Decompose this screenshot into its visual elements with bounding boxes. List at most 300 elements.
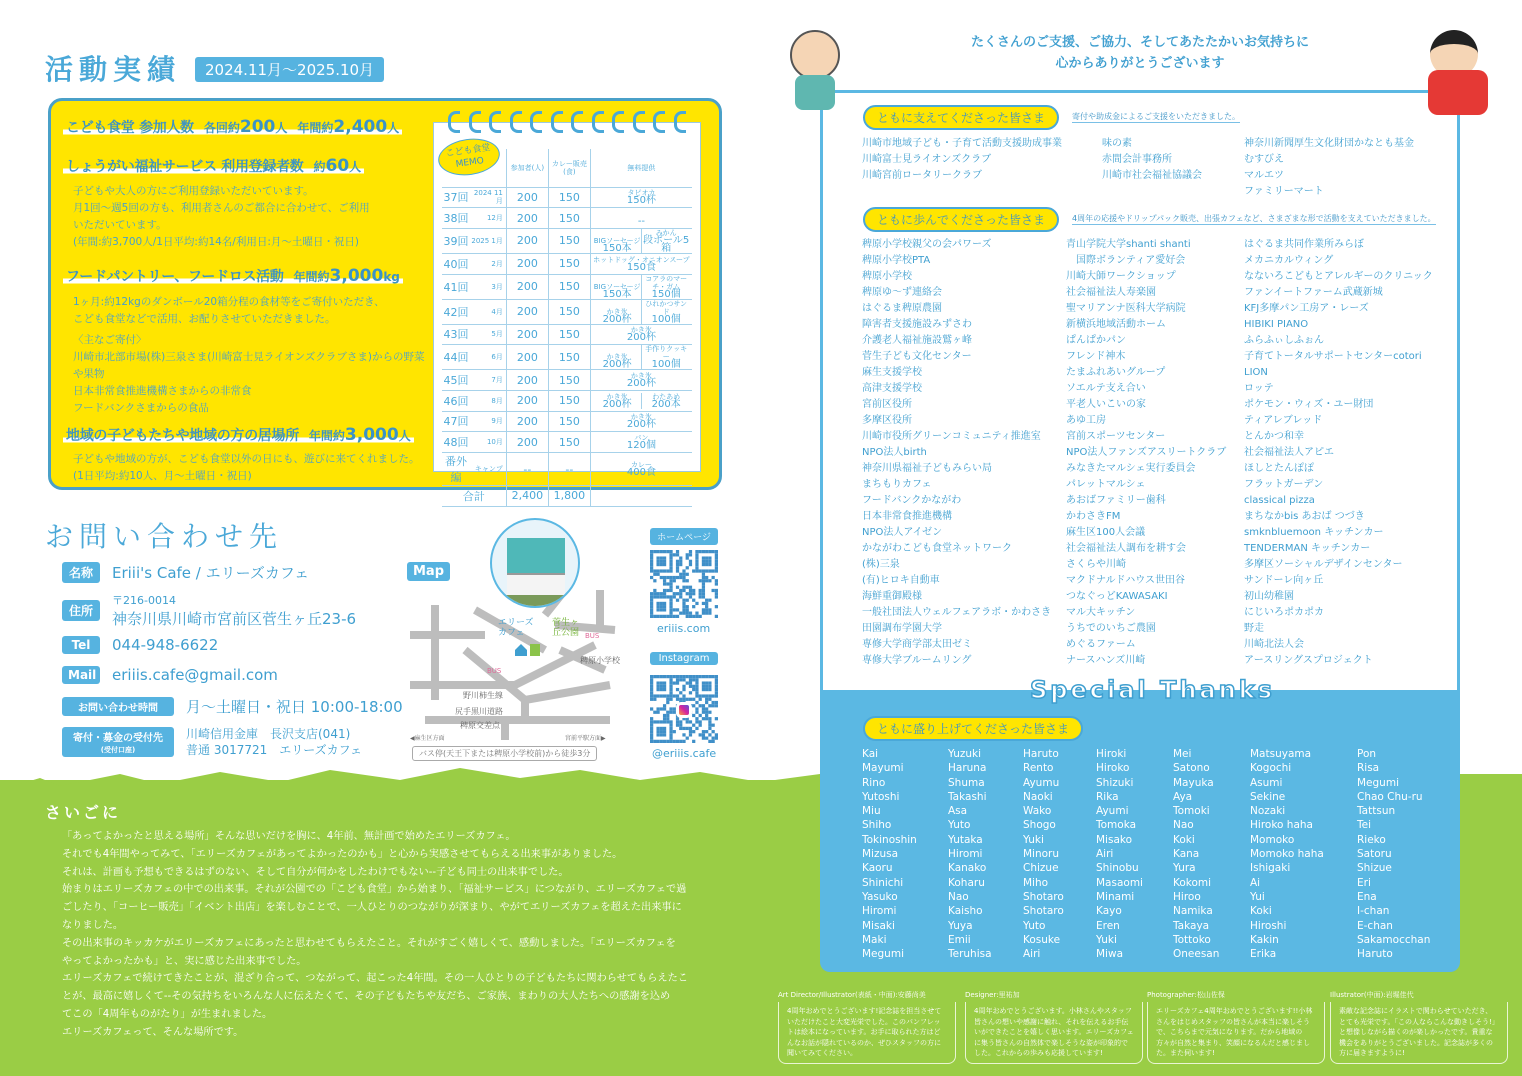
list-item: まちなかbis あおば つづき <box>1244 511 1365 522</box>
ring-icon <box>612 111 624 133</box>
name-list <box>1357 747 1430 961</box>
support-list <box>1244 136 1414 200</box>
list-item: 介護老人福祉施設鷲ヶ峰 <box>862 335 972 346</box>
table-row <box>442 370 692 391</box>
list-item: Shotaro <box>1023 890 1064 903</box>
table-row <box>442 253 692 274</box>
list-item: 聖マリアンナ医科大学病院 <box>1066 303 1186 314</box>
ring-icon <box>571 111 583 133</box>
park-marker <box>530 644 540 656</box>
header-free: 無料提供 <box>590 149 692 187</box>
table-row <box>442 299 692 324</box>
free-offer: カレー 400食 <box>590 453 692 486</box>
list-item: Airi <box>1023 948 1041 961</box>
list-item: 田園調布学園大学 <box>862 623 942 634</box>
name-list <box>1023 747 1064 961</box>
list-item: まちもりカフェ <box>862 479 932 490</box>
list-item: NPO法人birth <box>862 447 927 458</box>
list-item: Tei <box>1357 819 1372 832</box>
free-offer: かき氷 200杯 <box>590 411 692 432</box>
list-item: Teruhisa <box>948 948 992 961</box>
list-item: Haruna <box>948 762 987 775</box>
round: 48回 <box>442 432 470 453</box>
month: 6月 <box>470 345 506 370</box>
curry-sold: -- <box>548 453 590 486</box>
instagram-handle[interactable]: @eriiis.cafe <box>652 747 717 760</box>
ring-icon <box>653 111 665 133</box>
closing-line: てこの「4周年ものがたり」が生まれました。 <box>62 1008 273 1020</box>
month: 2月 <box>470 253 506 274</box>
list-item: Tomoka <box>1096 819 1137 832</box>
ring-icon <box>592 111 604 133</box>
list-item: 障害者支援施設みずさわ <box>862 319 972 330</box>
list-item: Hiroshi <box>1250 919 1287 932</box>
list-item: はぐるま共同作業所みらぼ <box>1244 239 1364 250</box>
stat-food-pantry: フードパントリー、フードロス活動 年間約3,000kg <box>63 266 403 286</box>
table-row <box>442 345 692 370</box>
round: 37回 <box>442 187 470 208</box>
list-item: Risa <box>1357 762 1380 775</box>
list-item: Ishigaki <box>1250 862 1291 875</box>
list-item: Kanako <box>948 862 987 875</box>
curry-sold: 150 <box>548 390 590 411</box>
list-item: 社会福祉法人寿楽園 <box>1066 287 1156 298</box>
free-offer: BIGソーセージ 150本みかん 段ボール5箱 <box>590 228 692 253</box>
list-item: 川崎市地域子ども・子育て活動支援助成事業 <box>862 138 1062 149</box>
girl-character-body <box>1428 70 1488 115</box>
label: 住所 <box>62 600 100 621</box>
participants: 200 <box>506 390 548 411</box>
list-item: 赤間会計事務所 <box>1102 154 1172 165</box>
list-item: Masaomi <box>1096 876 1143 889</box>
closing-text <box>62 828 724 1042</box>
list-item: パレットマルシェ <box>1066 479 1146 490</box>
list-item: 宮前スポーツセンター <box>1066 431 1166 442</box>
list-item: Kayo <box>1096 905 1122 918</box>
list-item: Mayuka <box>1173 776 1214 789</box>
label: お問い合わせ時間 <box>62 697 174 716</box>
curry-sold: 150 <box>548 432 590 453</box>
table-row <box>442 187 692 208</box>
list-item: ティアレブレッド <box>1244 415 1323 426</box>
label: 名称 <box>62 562 100 583</box>
list-item: Chizue <box>1023 862 1059 875</box>
participants: 200 <box>506 432 548 453</box>
list-item: 高津支援学校 <box>862 383 922 394</box>
name-list <box>948 747 992 961</box>
list-item: Mizusa <box>862 848 899 861</box>
curry-sold: 150 <box>548 228 590 253</box>
month: キャンプ <box>470 453 506 486</box>
list-item: Tomoki <box>1173 805 1210 818</box>
list-item: 川崎市役所グリーンコミュニティ推進室 <box>862 431 1041 442</box>
free-offer: かき氷 200杯ひれかつサンド 100個 <box>590 299 692 324</box>
hours: 月〜土曜日・祝日 10:00-18:00 <box>186 698 403 716</box>
list-item: Ayumi <box>1096 805 1129 818</box>
month: 2025 1月 <box>470 228 506 253</box>
list-item: 野走 <box>1244 623 1264 634</box>
list-item: Rieko <box>1357 833 1386 846</box>
name-list <box>1173 747 1219 961</box>
list-item: TENDERMAN キッチンカー <box>1244 543 1371 554</box>
header-curry: カレー販売(食) <box>548 149 590 187</box>
support-list <box>862 136 1062 184</box>
list-item: 味の素 <box>1102 138 1132 149</box>
participants: 200 <box>506 370 548 391</box>
label: Mail <box>62 666 100 684</box>
list-item: 平老人いこいの家 <box>1066 399 1146 410</box>
list-item: Momoko haha <box>1250 848 1324 861</box>
list-item: Yui <box>1250 890 1265 903</box>
list-item: Yuki <box>1023 833 1044 846</box>
list-item: メカニカルウィング <box>1244 255 1334 266</box>
stat-place: 地域の子どもたちや地域の方の居場所 年間約3,000人 <box>63 425 414 445</box>
list-item: ほしとたんぽぽ <box>1244 463 1314 474</box>
list-item: (有)ヒロキ自動車 <box>862 575 940 586</box>
contact-tel-row <box>62 636 218 654</box>
round: 47回 <box>442 411 470 432</box>
list-item: Kakin <box>1250 933 1279 946</box>
list-item: Tattsun <box>1357 805 1396 818</box>
list-item: Nozaki <box>1250 805 1286 818</box>
map-crossing: 稗原交差点 <box>460 721 500 730</box>
list-item: Matsuyama <box>1250 748 1312 760</box>
name-list <box>1250 747 1324 961</box>
list-item: Nao <box>1173 819 1194 832</box>
list-item: Yuto <box>948 819 971 832</box>
contact-title: お問い合わせ先 <box>45 520 284 553</box>
memo-table <box>442 149 692 507</box>
list-item: Rento <box>1023 762 1054 775</box>
list-item: とんかつ和幸 <box>1244 431 1304 442</box>
list-item: Namika <box>1173 905 1213 918</box>
contact-address-row <box>62 592 356 629</box>
participants: 200 <box>506 345 548 370</box>
list-item: 稗原小学校 <box>862 271 912 282</box>
free-offer: BIGソーセージ 150本コアラのマーチ・ガム 150個 <box>590 274 692 299</box>
month: 8月 <box>470 390 506 411</box>
total-row <box>442 486 692 507</box>
walk-list <box>1066 237 1226 669</box>
list-item: Haruto <box>1023 748 1059 760</box>
list-item: Tottoko <box>1173 933 1211 946</box>
list-item: Ayumu <box>1023 776 1060 789</box>
list-item: Asa <box>948 805 968 818</box>
map-park-label: 菅生ヶ丘公園 <box>552 618 580 638</box>
map-label: Map <box>407 562 450 581</box>
walk-list <box>1244 237 1433 669</box>
list-item: Hiroko <box>1096 762 1130 775</box>
map-bus-stop: BUS <box>487 667 502 675</box>
list-item: Oneesan <box>1173 948 1220 961</box>
list-item: Takashi <box>948 790 987 803</box>
participants: -- <box>506 453 548 486</box>
list-item: みなきたマルシェ実行委員会 <box>1066 463 1196 474</box>
list-item: Yuzuki <box>948 748 982 760</box>
list-item: Mayumi <box>862 762 904 775</box>
credit-photographer: Photographer:松山佐保 エリーズカフェ4周年おめでとうございます!!小林さんをはじめスタッフの皆さんが本当に楽しそうで、こちらまで元気になります。だから地域の方々が自然と集まり、笑顔になるんだと感じました。また伺います! <box>1147 990 1325 1064</box>
list-item: 麻生区100人会議 <box>1066 527 1146 538</box>
list-item: Yutaka <box>948 833 983 846</box>
memo-notebook <box>433 122 701 503</box>
list-item: LION <box>1244 367 1268 378</box>
free-offer: かき氷 200杯 <box>590 370 692 391</box>
round: 43回 <box>442 324 470 345</box>
closing-line: エリーズカフェって、そんな場所です。 <box>62 1026 244 1038</box>
thanks-header: たくさんのご支援、ご協力、そしてあたたかいお気持ちに 心からありがとうございます <box>970 35 1309 71</box>
list-item: 菅生子ども文化センター <box>862 351 972 362</box>
list-item: Naoki <box>1023 790 1053 803</box>
ring-icon <box>530 111 542 133</box>
list-item: Rino <box>862 776 886 789</box>
round: 44回 <box>442 345 470 370</box>
list-item: 社会福祉法人調布を耕す会 <box>1066 543 1186 554</box>
map-west-direction: ◀麻生区方面 <box>410 735 445 742</box>
list-item: E-chan <box>1357 919 1393 932</box>
list-item: Momoko <box>1250 833 1295 846</box>
support-label: ともに支えてくださった皆さま <box>863 105 1059 130</box>
curry-sold: 150 <box>548 299 590 324</box>
round: 41回 <box>442 274 470 299</box>
list-item: Kokomi <box>1173 876 1212 889</box>
closing-line: ごしたり、「コーヒー販売」「イベント出店」を楽しむことで、一人ひとりのつながりが深まり、やがてエリーズカフェを超えた出来事に <box>62 902 682 914</box>
closing-line: 「あってよかったと思える場所」そんな思いだけを胸に、4年前、無計画で始めたエリーズカフェ。 <box>62 831 516 842</box>
credit-art-director: Art Director/Illustrator(表紙・中面):安藤尚美 4周年おめでとうございます!記念誌を担当させていただけたこと大変光栄でした。このパンフレットは絵本になっています。お手に取られた方はどんなお話が隠れているのか、ぜひスタッフの方に聞いてみてください。 <box>778 990 956 1064</box>
list-item: 川崎宮前ロータリークラブ <box>862 170 982 181</box>
list-item: 専修大学商学部太田ゼミ <box>862 639 972 650</box>
list-item: 稗原小学校親父の会パワーズ <box>862 239 992 250</box>
closing-line: やってよかったかも」と、実に感じた出来事でした。 <box>62 955 307 967</box>
list-item: 専修大学ブルームリング <box>862 655 972 666</box>
list-item: I-chan <box>1357 905 1390 918</box>
participants: 200 <box>506 253 548 274</box>
list-item: Miwa <box>1096 948 1123 961</box>
walk-description: 4周年の応援やドリップパック販売、出張カフェなど、さまざまな形で活動を支えていただきました。 <box>1072 214 1436 223</box>
table-row <box>442 390 692 411</box>
list-item: Koki <box>1250 905 1272 918</box>
list-item: 川崎北法人会 <box>1244 639 1304 650</box>
list-item: アースリングスプロジェクト <box>1244 655 1373 666</box>
list-item: サンドーレ向ヶ丘 <box>1244 575 1324 586</box>
curry-sold: 150 <box>548 253 590 274</box>
list-item: Misako <box>1096 833 1133 846</box>
list-item: あゆ工房 <box>1066 415 1106 426</box>
total-label: 合計 <box>442 486 506 507</box>
free-offer: かき氷 200杯手作りクッキー 100個 <box>590 345 692 370</box>
round: 42回 <box>442 299 470 324</box>
list-item: 新横浜地域活動ホーム <box>1066 319 1166 330</box>
list-item: Yura <box>1173 862 1196 875</box>
list-item: Asumi <box>1250 776 1283 789</box>
list-item: Shizue <box>1357 862 1392 875</box>
map-road-1: 野川柿生線 <box>463 691 503 700</box>
list-item: マル大キッチン <box>1066 607 1136 618</box>
cafe-photo <box>490 518 580 608</box>
list-item: Ena <box>1357 890 1377 903</box>
list-item: ポケモン・ウィズ・ユー財団 <box>1244 399 1374 410</box>
cafe-name: Eriii's Cafe / エリーズカフェ <box>112 564 310 582</box>
memo-badge: こども食堂 MEMO <box>436 135 502 179</box>
closing-line: とが、最高に嬉しくて--その気持ちをいろんな人に伝えたくて、その子どもたちや友だち、ご家族、まわりの大人たちへの感謝を込め <box>62 991 671 1003</box>
tel-link[interactable]: 044-948-6622 <box>112 636 219 654</box>
round: 40回 <box>442 253 470 274</box>
round: 39回 <box>442 228 470 253</box>
curry-sold: 150 <box>548 411 590 432</box>
list-item: Hiroo <box>1173 890 1201 903</box>
participants: 200 <box>506 208 548 229</box>
list-item: Kogochi <box>1250 762 1292 775</box>
list-item: ナースハンズ川崎 <box>1066 655 1146 666</box>
month: 10月 <box>470 432 506 453</box>
free-offer: -- <box>590 208 692 229</box>
list-item: Chao Chu-ru <box>1357 790 1423 803</box>
label: Tel <box>62 636 100 654</box>
list-item: 社会福祉法人アピエ <box>1244 447 1334 458</box>
ring-icon <box>469 111 481 133</box>
list-item: Tokinoshin <box>862 833 917 846</box>
walk-label: ともに歩んでくださった皆さま <box>863 207 1059 232</box>
list-item: Satono <box>1173 762 1210 775</box>
curry-sold: 150 <box>548 324 590 345</box>
list-item: Hiroki <box>1096 748 1127 760</box>
map-east-direction: 宮前平駅方面▶ <box>565 735 606 742</box>
curry-sold: 150 <box>548 208 590 229</box>
list-item: Minami <box>1096 890 1135 903</box>
cheer-label: ともに盛り上げてくださった皆さま <box>863 716 1083 741</box>
map-school: 稗原小学校 <box>580 656 620 665</box>
list-item: Miu <box>862 805 881 818</box>
curry-sold: 150 <box>548 370 590 391</box>
list-item: (株)三泉 <box>862 559 900 570</box>
list-item: 多摩区役所 <box>862 415 912 426</box>
list-item: Shiho <box>862 819 892 832</box>
list-item: かわさきFM <box>1066 511 1121 522</box>
list-item: Eri <box>1357 876 1371 889</box>
name-list <box>862 747 917 961</box>
credit-illustrator: Illustrator(中面):岩堀佳代 素敵な記念誌にイラストで関わらせていただき、とても光栄です。「この人ならこんな動きしそう!」と想像しながら描くのが楽しかったです。貴重な機会をありがとうございました。記念誌が多くの方に届きますように! <box>1330 990 1508 1064</box>
list-item: Shinobu <box>1096 862 1139 875</box>
contact-mail-row <box>62 666 278 684</box>
list-item: 稗原小学校PTA <box>862 255 931 266</box>
list-item: Yuki <box>1096 933 1117 946</box>
list-item: Hiroko haha <box>1250 819 1313 832</box>
list-item: Shogo <box>1023 819 1056 832</box>
month: 3月 <box>470 274 506 299</box>
month: 7月 <box>470 370 506 391</box>
list-item: NPO法人アイゼン <box>862 527 943 538</box>
table-row <box>442 274 692 299</box>
list-item: めぐるファーム <box>1066 639 1136 650</box>
round: 46回 <box>442 390 470 411</box>
participants: 200 <box>506 299 548 324</box>
mail-link[interactable]: eriiis.cafe@gmail.com <box>112 666 278 684</box>
curry-sold: 150 <box>548 187 590 208</box>
free-offer: かき氷 200杯 <box>590 324 692 345</box>
closing-title: さいごに <box>45 803 122 822</box>
month: 4月 <box>470 299 506 324</box>
participants: 200 <box>506 228 548 253</box>
list-item: Erika <box>1250 948 1277 961</box>
table-row <box>442 411 692 432</box>
list-item: フードバンクかながわ <box>862 495 962 506</box>
ring-icon <box>551 111 563 133</box>
instagram-icon <box>676 702 692 718</box>
map-access-note: バス停(天王下または稗原小学校前)から徒歩3分 <box>412 746 597 761</box>
list-item: 川崎大師ワークショップ <box>1066 271 1176 282</box>
month: 2024 11月 <box>470 187 506 208</box>
credit-designer: Designer:里祐加 4周年おめでとうございます。小林さんやスタッフ皆さんの想いや感謝に触れ、それを伝えるお手伝いができたことを嬉しく思います。エリーズカフェに集う皆さんの自然体で楽しそうな姿が印象的でした。これからの歩みも応援しています! <box>965 990 1143 1064</box>
curry-sold: 150 <box>548 345 590 370</box>
list-item: Hiromi <box>948 848 983 861</box>
ring-icon <box>674 111 686 133</box>
list-item: むすびえ <box>1244 154 1284 165</box>
ring-icon <box>448 111 460 133</box>
list-item: Yuya <box>948 919 973 932</box>
table-row <box>442 432 692 453</box>
list-item: 川崎市社会福祉協議会 <box>1102 170 1202 181</box>
list-item: NPO法人ファンズアスリートクラブ <box>1066 447 1227 458</box>
closing-line: なりました。 <box>62 919 124 931</box>
homepage-url[interactable]: eriiis.com <box>657 622 711 635</box>
welfare-description: 子どもや大人の方にご利用登録いただいています。 月1回〜週5回の方も、利用者さんのご都合に合わせて、ご利用 いただいています。 (年間:約3,700人/1日平均:約14名/利用日:月〜土曜日・祝日) <box>73 185 370 248</box>
list-item: Hiromi <box>862 905 897 918</box>
homepage-qr-code[interactable] <box>650 550 718 622</box>
list-item: ファミリーマート <box>1244 186 1324 197</box>
boy-character-illustration <box>790 30 840 80</box>
list-item: Nao <box>948 890 969 903</box>
curry-sold: 150 <box>548 274 590 299</box>
list-item: うちでのいちご農園 <box>1066 623 1156 634</box>
activity-title: 活動実績 <box>45 53 182 86</box>
free-offer: ホットドッグ・オニオンスープ 150食 <box>590 253 692 274</box>
list-item: 麻生支援学校 <box>862 367 922 378</box>
list-item: Shizuki <box>1096 776 1134 789</box>
list-item: Ai <box>1250 876 1261 889</box>
list-item: HIBIKI PIANO <box>1244 319 1309 330</box>
bank-account: 川崎信用金庫 長沢支店(041) 普通 3017721 エリーズカフェ <box>186 727 363 757</box>
list-item: フレンド神木 <box>1066 351 1126 362</box>
free-offer: タピオカ 150杯 <box>590 187 692 208</box>
month: 5月 <box>470 324 506 345</box>
map-cafe-label: エリーズカフェ <box>498 618 534 638</box>
list-item: ファンイートファーム武蔵新城 <box>1244 287 1383 298</box>
list-item: KFJ多摩パン工房ア・レーズ <box>1244 303 1369 314</box>
closing-line: それでも4年間やってみて、「エリーズカフェがあってよかったのかも」と心から実感させてもらえる出来事がありました。 <box>62 848 623 860</box>
list-item: Sekine <box>1250 790 1286 803</box>
list-item: Kaoru <box>862 862 893 875</box>
list-item: 神奈川県福祉子どもみらい局 <box>862 463 992 474</box>
list-item: Minoru <box>1023 848 1060 861</box>
list-item: 海鮮重御殿様 <box>862 591 922 602</box>
closing-line: エリーズカフェで続けてきたことが、混ざり合って、つながって、起こった4年間。その一人ひとりの子どもたちに関わらせてもらえたこ <box>62 973 688 985</box>
table-row <box>442 208 692 229</box>
list-item: classical pizza <box>1244 495 1315 506</box>
label: 寄付・募金の受付先 (受付口座) <box>62 727 174 757</box>
list-item: ソエルテ支え合い <box>1066 383 1146 394</box>
stat-welfare: しょうがい福祉サービス 利用登録者数 約60人 <box>63 156 364 176</box>
food-description: 1ヶ月:約12kgのダンボール20箱分程の食材等をご寄付いただき、 こども食堂などで活用、お配りさせていただきました。 <box>73 296 385 325</box>
table-row <box>442 324 692 345</box>
list-item: Wako <box>1023 805 1052 818</box>
list-item: 子育てトータルサポートセンターcotori <box>1244 351 1422 362</box>
list-item: Yasuko <box>862 890 898 903</box>
list-item: Sakamocchan <box>1357 933 1431 946</box>
instagram-label: Instagram <box>650 652 718 665</box>
table-row <box>442 228 692 253</box>
list-item: にじいろポカポカ <box>1244 607 1324 618</box>
round: 38回 <box>442 208 470 229</box>
table-row <box>442 453 692 486</box>
